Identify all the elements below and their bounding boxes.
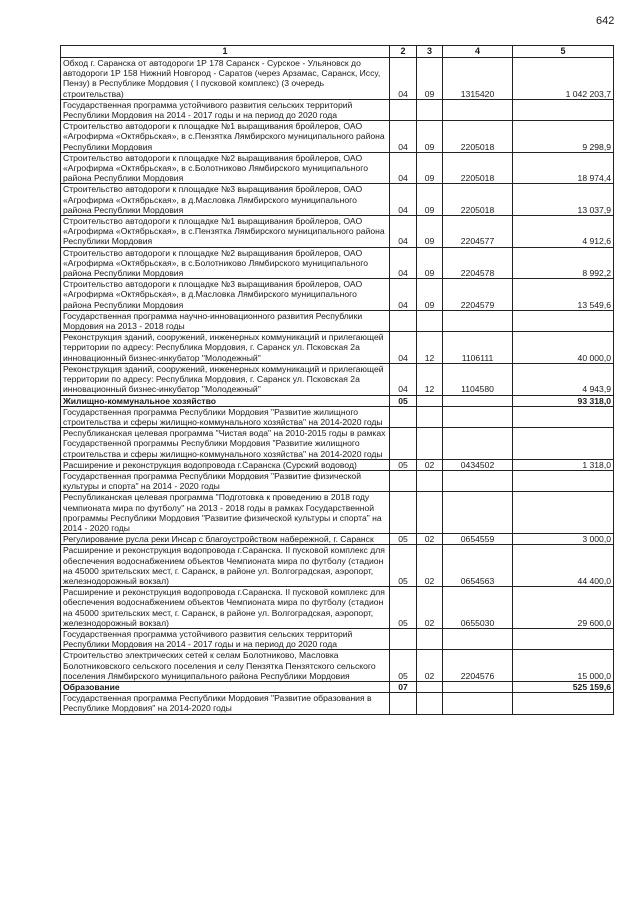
row-description: Строительство электрических сетей к селам Болотниково, Масловка Болотниковского сельского поселения и селу Пензятка Пензятского сельского поселения Лямбирского муниципального района Республики Мордовия xyxy=(61,650,390,682)
header-col-2: 2 xyxy=(390,46,417,58)
row-subsection-code: 09 xyxy=(417,58,443,100)
row-subsection-code xyxy=(417,428,443,460)
table-row xyxy=(61,310,614,331)
row-target-code: 0654559 xyxy=(443,534,513,545)
row-subsection-code xyxy=(417,99,443,120)
row-section-code xyxy=(390,310,417,331)
row-amount: 4 912,6 xyxy=(513,216,614,248)
table-row xyxy=(61,545,614,587)
row-target-code xyxy=(443,492,513,534)
row-target-code: 2204577 xyxy=(443,216,513,248)
row-section-code: 04 xyxy=(390,58,417,100)
row-section-code xyxy=(390,492,417,534)
row-section-code xyxy=(390,428,417,460)
row-description: Обход г. Саранска от автодороги 1Р 178 Саранск - Сурское - Ульяновск до автодороги 1Р 158 Нижний Новгород - Саратов (через Арзамас, Саранск, Иссу, Пензу) в Республике Мордовия ( I пусковой комплекс) (3 очередь строительства) xyxy=(61,58,390,100)
row-amount xyxy=(513,693,614,714)
row-amount xyxy=(513,406,614,427)
row-description: Строительство автодороги к площадке №2 выращивания бройлеров, ОАО «Агрофирма «Октябрьская», в с.Болотниково Лямбирского муниципального района Республики Мордовия xyxy=(61,152,390,184)
table-body xyxy=(61,58,614,715)
row-section-code: 04 xyxy=(390,332,417,364)
row-section-code xyxy=(390,628,417,649)
row-target-code xyxy=(443,470,513,491)
table-row xyxy=(61,534,614,545)
row-section-code: 04 xyxy=(390,184,417,216)
section-row xyxy=(61,395,614,406)
row-amount xyxy=(513,470,614,491)
row-subsection-code: 12 xyxy=(417,332,443,364)
row-description: Строительство автодороги к площадке №1 выращивания бройлеров, ОАО «Агрофирма «Октябрьская», в с.Пензятка Лямбирского муниципального района Республики Мордовия xyxy=(61,216,390,248)
row-subsection-code: 09 xyxy=(417,279,443,311)
row-section-code: 04 xyxy=(390,279,417,311)
row-subsection-code: 02 xyxy=(417,534,443,545)
row-subsection-code xyxy=(417,470,443,491)
row-section-code: 05 xyxy=(390,395,417,406)
row-target-code: 1315420 xyxy=(443,58,513,100)
row-target-code: 0654563 xyxy=(443,545,513,587)
row-target-code xyxy=(443,693,513,714)
table-row xyxy=(61,650,614,682)
row-description: Образование xyxy=(61,681,390,692)
row-target-code: 2204579 xyxy=(443,279,513,311)
table-row xyxy=(61,428,614,460)
row-amount xyxy=(513,310,614,331)
row-section-code: 04 xyxy=(390,363,417,395)
row-target-code: 2205018 xyxy=(443,152,513,184)
row-description: Расширение и реконструкция водопровода г.Саранска. II пусковой комплекс для обеспечения водоснабжением объектов Чемпионата мира по футболу (стадион на 45000 зрительских мест, г. Саранск, в районе ул. Волгоградская, аэропорт, железнодорожный вокзал) xyxy=(61,545,390,587)
table-row xyxy=(61,121,614,153)
header-col-4: 4 xyxy=(443,46,513,58)
row-amount: 525 159,6 xyxy=(513,681,614,692)
row-section-code xyxy=(390,693,417,714)
row-amount: 9 298,9 xyxy=(513,121,614,153)
row-target-code: 2204576 xyxy=(443,650,513,682)
row-amount: 93 318,0 xyxy=(513,395,614,406)
table-row xyxy=(61,332,614,364)
row-section-code: 05 xyxy=(390,459,417,470)
row-amount xyxy=(513,428,614,460)
row-subsection-code xyxy=(417,492,443,534)
table-row xyxy=(61,459,614,470)
row-subsection-code: 09 xyxy=(417,152,443,184)
table-row xyxy=(61,216,614,248)
row-description: Государственная программа Республики Мордовия "Развитие образования в Республике Мордовия" на 2014-2020 годы xyxy=(61,693,390,714)
row-description: Государственная программа устойчивого развития сельских территорий Республики Мордовия на 2014 - 2017 годы и на период до 2020 года xyxy=(61,99,390,120)
header-row xyxy=(61,46,614,58)
row-target-code: 1106111 xyxy=(443,332,513,364)
row-subsection-code xyxy=(417,628,443,649)
row-subsection-code: 02 xyxy=(417,545,443,587)
row-target-code: 1104580 xyxy=(443,363,513,395)
row-section-code: 05 xyxy=(390,534,417,545)
row-amount: 13 549,6 xyxy=(513,279,614,311)
row-description: Расширение и реконструкция водопровода г.Саранска. II пусковой комплекс для обеспечения водоснабжением объектов Чемпионата мира по футболу (стадион на 45000 зрительских мест, г. Саранск, в районе ул. Волгоградская, аэропорт, железнодорожный вокзал) xyxy=(61,587,390,629)
row-section-code: 05 xyxy=(390,650,417,682)
row-target-code: 2204578 xyxy=(443,247,513,279)
row-target-code xyxy=(443,428,513,460)
table-row xyxy=(61,470,614,491)
row-subsection-code: 09 xyxy=(417,121,443,153)
row-section-code: 07 xyxy=(390,681,417,692)
row-amount xyxy=(513,628,614,649)
row-description: Строительство автодороги к площадке №2 выращивания бройлеров, ОАО «Агрофирма «Октябрьская», в с.Болотниково Лямбирского муниципального района Республики Мордовия xyxy=(61,247,390,279)
row-amount xyxy=(513,492,614,534)
row-description: Государственная программа Республики Мордовия "Развитие физической культуры и спорта" на 2014 - 2020 годы xyxy=(61,470,390,491)
table-row xyxy=(61,363,614,395)
row-description: Расширение и реконструкция водопровода г.Саранска (Сурский водовод) xyxy=(61,459,390,470)
row-amount: 40 000,0 xyxy=(513,332,614,364)
row-description: Жилищно-коммунальное хозяйство xyxy=(61,395,390,406)
table-row xyxy=(61,628,614,649)
table-row xyxy=(61,99,614,120)
table-row xyxy=(61,279,614,311)
row-description: Государственная программа Республики Мордовия "Развитие жилищного строительства и сферы жилищно-коммунального хозяйства" на 2014-2020 годы xyxy=(61,406,390,427)
row-section-code: 04 xyxy=(390,247,417,279)
row-subsection-code: 02 xyxy=(417,459,443,470)
row-description: Строительство автодороги к площадке №3 выращивания бройлеров, ОАО «Агрофирма «Октябрьская», в д.Масловка Лямбирского муниципального района Республики Мордовия xyxy=(61,184,390,216)
table-row xyxy=(61,152,614,184)
row-subsection-code xyxy=(417,681,443,692)
table-row xyxy=(61,492,614,534)
table-row xyxy=(61,406,614,427)
row-description: Республиканская целевая программа "Подготовка к проведению в 2018 году чемпионата мира по футболу" на 2013 - 2018 годы в рамках Государственной программы Республики Мордовия "Развитие физической культуры и спорта" на 2014 - 2020 годы xyxy=(61,492,390,534)
row-amount: 1 042 203,7 xyxy=(513,58,614,100)
row-subsection-code: 02 xyxy=(417,650,443,682)
row-subsection-code xyxy=(417,310,443,331)
row-target-code xyxy=(443,395,513,406)
row-description: Строительство автодороги к площадке №1 выращивания бройлеров, ОАО «Агрофирма «Октябрьская», в с.Пензятка Лямбирского муниципального района Республики Мордовия xyxy=(61,121,390,153)
row-section-code xyxy=(390,99,417,120)
row-amount: 44 400,0 xyxy=(513,545,614,587)
header-col-3: 3 xyxy=(417,46,443,58)
table-row xyxy=(61,587,614,629)
row-subsection-code: 02 xyxy=(417,587,443,629)
row-section-code: 04 xyxy=(390,121,417,153)
row-section-code xyxy=(390,406,417,427)
row-target-code: 2205018 xyxy=(443,184,513,216)
row-subsection-code: 12 xyxy=(417,363,443,395)
row-description: Строительство автодороги к площадке №3 выращивания бройлеров, ОАО «Агрофирма «Октябрьская», в д.Масловка Лямбирского муниципального района Республики Мордовия xyxy=(61,279,390,311)
row-subsection-code xyxy=(417,395,443,406)
row-subsection-code xyxy=(417,406,443,427)
row-subsection-code: 09 xyxy=(417,247,443,279)
budget-table xyxy=(60,45,614,715)
row-description: Государственная программа научно-инновационного развития Республики Мордовия на 2013 - 2018 годы xyxy=(61,310,390,331)
row-amount: 1 318,0 xyxy=(513,459,614,470)
row-amount: 13 037,9 xyxy=(513,184,614,216)
row-target-code xyxy=(443,681,513,692)
row-target-code xyxy=(443,628,513,649)
row-section-code: 04 xyxy=(390,216,417,248)
row-target-code: 0655030 xyxy=(443,587,513,629)
row-target-code xyxy=(443,99,513,120)
row-description: Реконструкция зданий, сооружений, инженерных коммуникаций и прилегающей территории по адресу: Республика Мордовия, г. Саранск ул. Псковская 2а инновационный бизнес-инкубатор "Молодежный" xyxy=(61,332,390,364)
page-number: 642 xyxy=(596,15,615,27)
row-target-code xyxy=(443,406,513,427)
row-amount: 29 600,0 xyxy=(513,587,614,629)
row-amount: 15 000,0 xyxy=(513,650,614,682)
section-row xyxy=(61,681,614,692)
row-section-code: 04 xyxy=(390,152,417,184)
row-description: Реконструкция зданий, сооружений, инженерных коммуникаций и прилегающей территории по адресу: Республика Мордовия, г. Саранск ул. Псковская 2а инновационный бизнес-инкубатор "Молодежный" xyxy=(61,363,390,395)
row-target-code xyxy=(443,310,513,331)
row-subsection-code xyxy=(417,693,443,714)
row-amount: 8 992,2 xyxy=(513,247,614,279)
table-row xyxy=(61,247,614,279)
row-amount xyxy=(513,99,614,120)
row-description: Государственная программа устойчивого развития сельских территорий Республики Мордовия на 2014 - 2017 годы и на период до 2020 года xyxy=(61,628,390,649)
row-section-code: 05 xyxy=(390,587,417,629)
row-description: Республиканская целевая программа "Чистая вода" на 2010-2015 годы в рамках Государственной программы Республики Мордовия "Развитие жилищного строительства и сферы жилищно-коммунального хозяйства" на 2014-2020 годы xyxy=(61,428,390,460)
row-target-code: 2205018 xyxy=(443,121,513,153)
header-col-5: 5 xyxy=(513,46,614,58)
table-row xyxy=(61,184,614,216)
row-subsection-code: 09 xyxy=(417,216,443,248)
row-section-code xyxy=(390,470,417,491)
row-section-code: 05 xyxy=(390,545,417,587)
table-row xyxy=(61,693,614,714)
row-target-code: 0434502 xyxy=(443,459,513,470)
table-row xyxy=(61,58,614,100)
row-amount: 4 943,9 xyxy=(513,363,614,395)
row-amount: 3 000,0 xyxy=(513,534,614,545)
row-description: Регулирование русла реки Инсар с благоустройством набережной, г. Саранск xyxy=(61,534,390,545)
header-col-1: 1 xyxy=(61,46,390,58)
row-subsection-code: 09 xyxy=(417,184,443,216)
row-amount: 18 974,4 xyxy=(513,152,614,184)
